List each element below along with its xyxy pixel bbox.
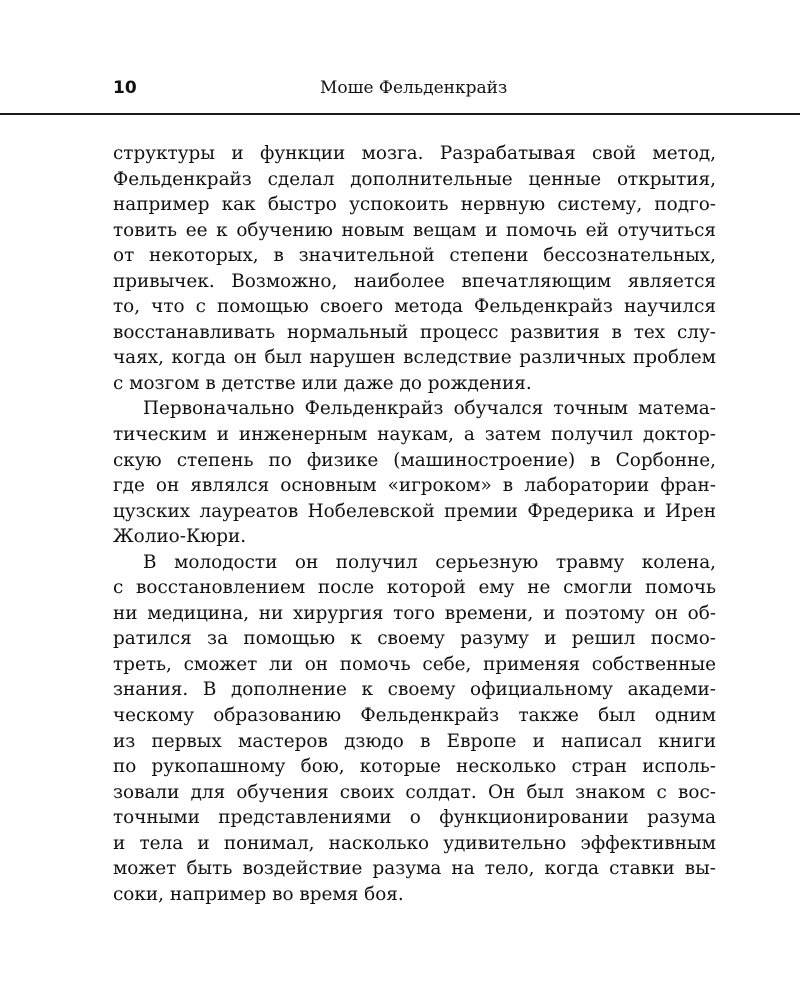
text-line: привычек. Возможно, наиболее впечатляющим является xyxy=(113,270,716,292)
text-line: где он являлся основным «игроком» в лаборатории фран- xyxy=(113,475,716,497)
text-line: с восстановлением после которой ему не смогли помочь xyxy=(113,577,716,599)
text-line: тическим и инженерным наукам, а затем получил доктор- xyxy=(113,424,716,446)
text-line: цузских лауреатов Нобелевской премии Фредерика и Ирен xyxy=(113,500,716,522)
text-line: и тела и понимал, насколько удивительно эффективным xyxy=(113,832,716,854)
header-rule xyxy=(0,113,800,115)
body-text xyxy=(113,141,716,907)
text-line: от некоторых, в значительной степени бессознательных, xyxy=(113,245,716,267)
text-line: зовали для обучения своих солдат. Он был знаком с вос- xyxy=(113,781,716,803)
paragraph-2 xyxy=(113,396,716,549)
text-line: точными представлениями о функционировании разума xyxy=(113,807,716,829)
text-line: по рукопашному бою, которые несколько стран исполь- xyxy=(113,756,716,778)
text-line: из первых мастеров дзюдо в Европе и написал книги xyxy=(113,730,716,752)
text-line: соки, например во время боя. xyxy=(113,883,404,905)
text-line: ческому образованию Фельденкрайз также был одним xyxy=(113,705,716,727)
text-line: В молодости он получил серьезную травму колена, xyxy=(143,551,716,573)
paragraph-3 xyxy=(113,550,716,908)
text-line: ни медицина, ни хирургия того времени, и поэтому он об- xyxy=(113,602,716,624)
text-line: может быть воздействие разума на тело, когда ставки вы- xyxy=(113,858,716,880)
page-header xyxy=(0,0,800,116)
text-line: например как быстро успокоить нервную систему, подго- xyxy=(113,194,716,216)
text-line: скую степень по физике (машиностроение) в Сорбонне, xyxy=(113,449,716,471)
text-line: треть, сможет ли он помочь себе, применяя собственные xyxy=(113,653,716,675)
text-line: ратился за помощью к своему разуму и решил посмо- xyxy=(113,628,716,650)
text-line: чаях, когда он был нарушен вследствие различных проблем xyxy=(113,347,716,369)
text-line: Фельденкрайз сделал дополнительные ценные открытия, xyxy=(113,168,716,190)
text-line: Жолио-Кюри. xyxy=(113,526,247,548)
text-line: структуры и функции мозга. Разрабатывая свой метод, xyxy=(113,143,716,164)
text-line: знания. В дополнение к своему официальному академи- xyxy=(113,679,716,701)
running-title: Моше Фельденкрайз xyxy=(320,78,508,98)
text-line: то, что с помощью своего метода Фельденкрайз научился xyxy=(113,296,716,318)
paragraph-1 xyxy=(113,141,716,396)
text-line: Первоначально Фельденкрайз обучался точным матема- xyxy=(143,398,716,420)
text-line: с мозгом в детстве или даже до рождения. xyxy=(113,372,532,394)
text-line: товить ее к обучению новым вещам и помочь ей отучиться xyxy=(113,219,716,241)
text-line: восстанавливать нормальный процесс развития в тех слу- xyxy=(113,321,716,343)
page-number: 10 xyxy=(113,78,137,98)
